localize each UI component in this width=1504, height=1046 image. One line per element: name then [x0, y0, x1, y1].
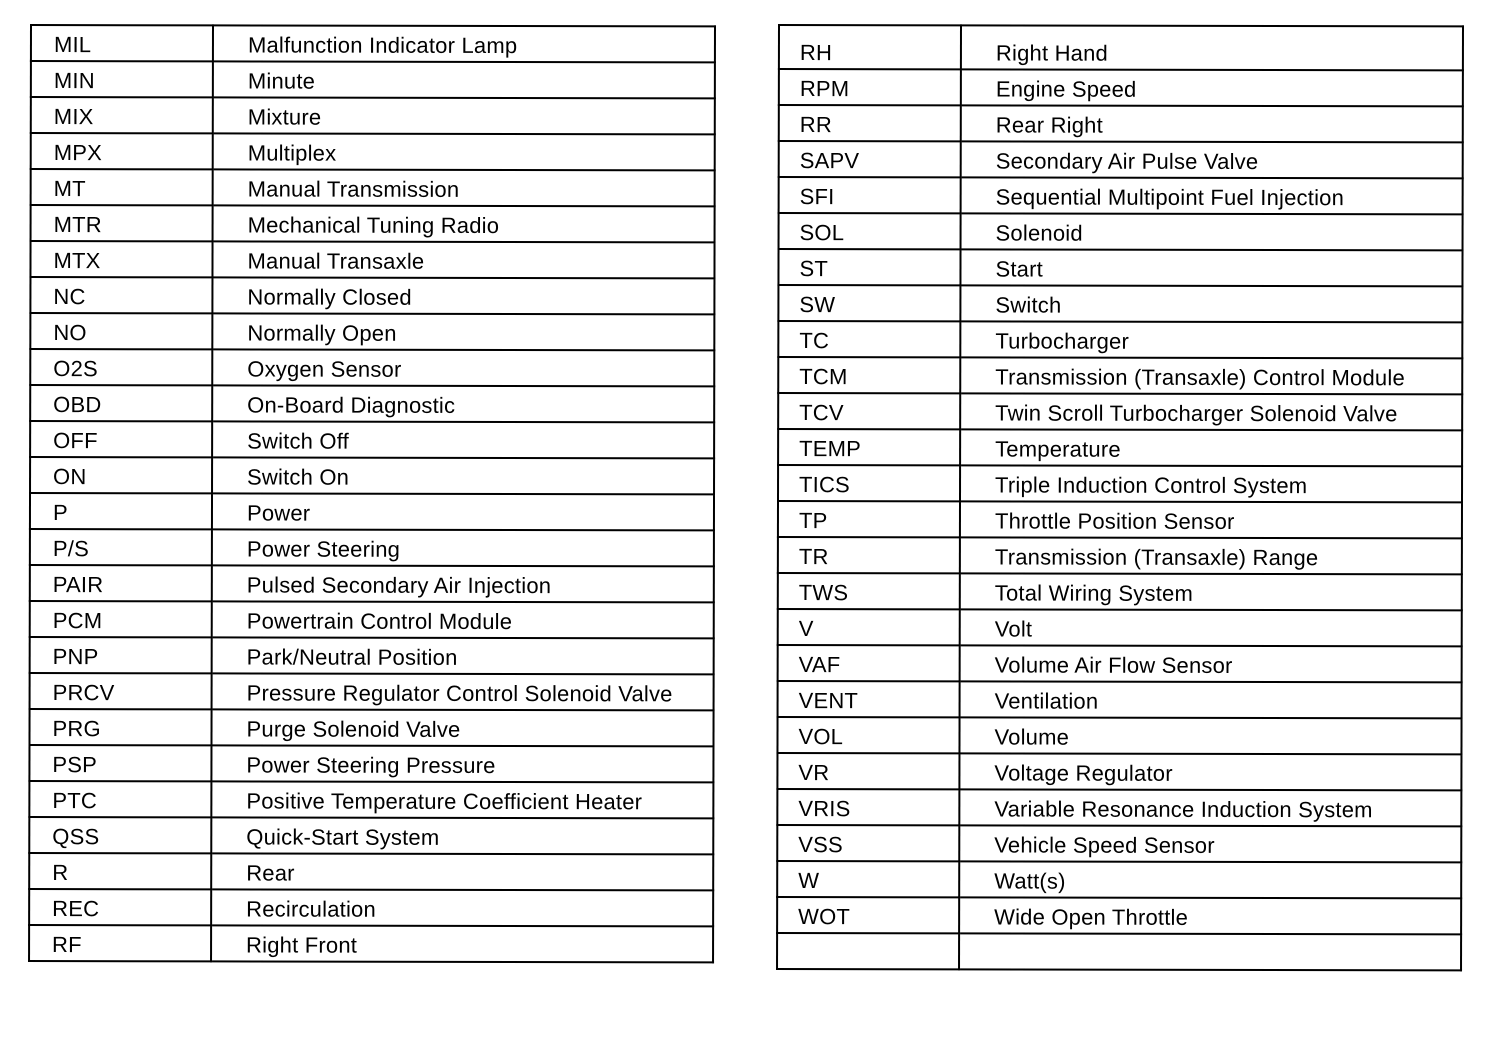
definition-cell [212, 277, 714, 314]
abbreviation-code: MT [53, 176, 86, 202]
definition-cell [959, 933, 1461, 970]
abbreviation-cell [778, 465, 960, 501]
abbreviation-code: PRG [52, 716, 101, 742]
abbreviation-code: WOT [798, 904, 851, 930]
abbreviation-code: TC [799, 328, 830, 354]
abbreviation-code: VSS [798, 832, 843, 858]
abbreviation-cell [30, 493, 212, 529]
table-row [30, 529, 714, 566]
definition-cell [960, 285, 1462, 322]
abbreviation-code: RR [799, 112, 833, 138]
table-row [779, 213, 1463, 250]
abbreviation-definition: Wide Open Throttle [994, 904, 1189, 930]
table-row [30, 349, 714, 386]
definition-cell [212, 565, 714, 602]
abbreviation-table-left-body [29, 25, 715, 962]
table-row [30, 637, 714, 674]
abbreviation-definition: Engine Speed [995, 76, 1137, 102]
table-row [779, 177, 1463, 214]
definition-cell [960, 321, 1462, 358]
abbreviation-code: V [798, 616, 814, 642]
abbreviation-code: QSS [52, 824, 100, 850]
abbreviation-definition: Ventilation [994, 688, 1099, 714]
table-row [777, 897, 1461, 934]
definition-cell [961, 141, 1463, 178]
abbreviation-cell [777, 753, 959, 789]
abbreviation-definition: Rear [246, 860, 295, 886]
abbreviation-cell [31, 25, 213, 61]
abbreviation-definition: Watt(s) [994, 868, 1066, 894]
abbreviation-definition: Transmission (Transaxle) Control Module [995, 364, 1405, 391]
table-row [31, 25, 715, 62]
table-row [31, 205, 715, 242]
abbreviation-definition: Vehicle Speed Sensor [994, 832, 1215, 858]
definition-cell [960, 537, 1462, 574]
definition-cell [960, 249, 1462, 286]
table-row [779, 25, 1463, 70]
abbreviation-definition: Park/Neutral Position [246, 644, 458, 670]
abbreviation-code: PNP [52, 644, 99, 670]
abbreviation-definition: Total Wiring System [994, 580, 1194, 606]
abbreviation-code: VENT [798, 688, 859, 714]
table-row [777, 933, 1461, 970]
abbreviation-code: P/S [52, 536, 89, 562]
abbreviation-code: REC [52, 896, 100, 922]
abbreviation-code: SW [799, 292, 836, 318]
abbreviation-code: VRIS [798, 796, 851, 822]
table-row [778, 681, 1462, 718]
table-row [778, 609, 1462, 646]
abbreviation-definition: Volt [994, 616, 1033, 642]
definition-cell [213, 61, 715, 98]
abbreviation-cell [29, 889, 211, 925]
abbreviation-code: PSP [52, 752, 98, 778]
abbreviation-cell [29, 781, 211, 817]
abbreviation-cell [30, 529, 212, 565]
definition-cell [212, 313, 714, 350]
abbreviation-code: MTX [53, 248, 101, 274]
abbreviation-code: PCM [52, 608, 103, 634]
abbreviation-code: MPX [53, 140, 103, 166]
abbreviation-definition: Sequential Multipoint Fuel Injection [995, 184, 1345, 211]
abbreviation-cell [30, 601, 212, 637]
abbreviation-code: TWS [798, 580, 849, 606]
abbreviation-cell [29, 709, 211, 745]
table-row [30, 241, 714, 278]
abbreviation-definition: On-Board Diagnostic [247, 392, 456, 418]
table-row [778, 537, 1462, 574]
table-row [777, 825, 1461, 862]
abbreviation-cell [29, 745, 211, 781]
abbreviation-table-right [776, 24, 1464, 971]
abbreviation-definition: Normally Closed [247, 284, 412, 310]
abbreviation-code: MIL [53, 32, 92, 58]
abbreviation-cell [31, 97, 213, 133]
abbreviation-cell [31, 205, 213, 241]
definition-cell [960, 501, 1462, 538]
definition-cell [961, 213, 1463, 250]
abbreviation-cell [30, 349, 212, 385]
abbreviation-definition: Pulsed Secondary Air Injection [246, 572, 552, 599]
abbreviation-code: ON [53, 464, 87, 490]
table-row [777, 861, 1461, 898]
abbreviation-code: TR [798, 544, 829, 570]
abbreviation-code: NC [53, 284, 86, 310]
table-row [29, 817, 713, 854]
table-row [29, 925, 713, 962]
table-row [29, 709, 713, 746]
definition-cell [212, 673, 714, 710]
abbreviation-code: VAF [798, 652, 841, 678]
abbreviation-definition: Manual Transaxle [247, 248, 425, 274]
table-row [30, 601, 714, 638]
abbreviation-table-right-body [777, 25, 1463, 970]
abbreviation-code: SAPV [799, 148, 860, 174]
abbreviation-definition: Voltage Regulator [994, 760, 1173, 786]
table-row [30, 673, 714, 710]
definition-cell [211, 925, 713, 962]
table-row [778, 501, 1462, 538]
table-row [29, 745, 713, 782]
abbreviation-code: MIN [53, 68, 95, 94]
table-row [31, 97, 715, 134]
abbreviation-code: OFF [53, 428, 98, 454]
abbreviation-definition: Solenoid [995, 220, 1083, 246]
table-row [30, 277, 714, 314]
definition-cell [212, 349, 714, 386]
abbreviation-cell [30, 385, 212, 421]
abbreviation-code: TP [798, 508, 828, 534]
abbreviation-cell [777, 861, 959, 897]
table-row [778, 465, 1462, 502]
definition-cell [212, 601, 714, 638]
abbreviation-cell [777, 789, 959, 825]
definition-cell [212, 421, 714, 458]
abbreviation-cell [30, 241, 212, 277]
table-row [777, 717, 1461, 754]
definition-cell [211, 853, 713, 890]
abbreviation-cell [777, 717, 959, 753]
abbreviation-code: TICS [799, 472, 850, 498]
definition-cell [211, 745, 713, 782]
table-row [777, 753, 1461, 790]
abbreviation-cell [778, 429, 960, 465]
abbreviation-definition: Triple Induction Control System [995, 472, 1308, 499]
abbreviation-cell [30, 277, 212, 313]
abbreviation-code: P [52, 500, 68, 526]
abbreviation-code: SFI [799, 184, 835, 210]
abbreviation-definition: Start [995, 256, 1043, 282]
abbreviation-code: PTC [52, 788, 98, 814]
abbreviation-code: PRCV [52, 680, 115, 706]
abbreviation-code: W [798, 868, 820, 894]
definition-cell [212, 241, 714, 278]
abbreviation-definition: Recirculation [246, 896, 376, 922]
abbreviation-definition: Throttle Position Sensor [994, 508, 1235, 534]
definition-cell [211, 781, 713, 818]
table-row [30, 457, 714, 494]
abbreviation-cell [778, 537, 960, 573]
abbreviation-definition: Manual Transmission [247, 176, 460, 202]
abbreviation-definition: Secondary Air Pulse Valve [995, 148, 1259, 175]
definition-cell [960, 393, 1462, 430]
table-row [779, 105, 1463, 142]
definition-cell [212, 529, 714, 566]
abbreviation-definition: Volume Air Flow Sensor [994, 652, 1233, 678]
abbreviation-cell [778, 249, 960, 285]
abbreviation-definition: Power Steering [246, 536, 401, 562]
definition-cell [211, 889, 713, 926]
abbreviation-cell [779, 177, 961, 213]
definition-cell [959, 789, 1461, 826]
abbreviation-definition: Malfunction Indicator Lamp [247, 32, 518, 59]
definition-cell [960, 645, 1462, 682]
abbreviation-cell [778, 501, 960, 537]
abbreviation-cell [778, 681, 960, 717]
table-row [778, 357, 1462, 394]
abbreviation-definition: Turbocharger [995, 328, 1130, 354]
table-row [30, 385, 714, 422]
definition-cell [959, 717, 1461, 754]
abbreviation-cell [30, 421, 212, 457]
abbreviation-definition: Oxygen Sensor [247, 356, 402, 382]
abbreviation-code: TEMP [799, 436, 862, 462]
definition-cell [213, 169, 715, 206]
abbreviation-definition: Quick-Start System [246, 824, 440, 850]
table-row [778, 645, 1462, 682]
definition-cell [211, 817, 713, 854]
abbreviation-cell [29, 925, 211, 961]
abbreviation-definition: Positive Temperature Coefficient Heater [246, 788, 643, 815]
table-row [29, 853, 713, 890]
abbreviation-code: R [52, 860, 69, 886]
table-row [778, 393, 1462, 430]
abbreviation-definition: Purge Solenoid Valve [246, 716, 461, 742]
abbreviation-definition: Switch [995, 292, 1062, 318]
definition-cell [212, 493, 714, 530]
abbreviation-definition: Multiplex [247, 140, 337, 166]
abbreviation-definition: Mixture [247, 104, 322, 130]
abbreviation-definition: Transmission (Transaxle) Range [994, 544, 1319, 571]
abbreviation-code: NO [53, 320, 87, 346]
table-row [31, 61, 715, 98]
abbreviation-code: TCV [799, 400, 844, 426]
abbreviation-definition: Twin Scroll Turbocharger Solenoid Valve [995, 400, 1398, 427]
definition-cell [960, 357, 1462, 394]
abbreviation-cell [29, 853, 211, 889]
abbreviation-cell [31, 133, 213, 169]
definition-cell [959, 753, 1461, 790]
abbreviation-definition: Powertrain Control Module [246, 608, 513, 635]
abbreviation-code: VR [798, 760, 830, 786]
abbreviation-cell [31, 169, 213, 205]
abbreviation-cell [30, 673, 212, 709]
definition-cell [213, 205, 715, 242]
abbreviation-cell [30, 313, 212, 349]
definition-cell [959, 897, 1461, 934]
abbreviation-cell [778, 645, 960, 681]
abbreviation-definition: Mechanical Tuning Radio [247, 212, 500, 238]
table-row [30, 421, 714, 458]
definition-cell [959, 825, 1461, 862]
abbreviation-cell [778, 573, 960, 609]
abbreviation-cell [779, 25, 961, 69]
definition-cell [211, 709, 713, 746]
abbreviation-definition: Power Steering Pressure [246, 752, 496, 778]
abbreviation-definition: Right Hand [995, 40, 1109, 66]
abbreviation-cell [777, 897, 959, 933]
abbreviation-cell [777, 933, 959, 969]
abbreviation-code: RF [52, 932, 82, 958]
table-row [30, 493, 714, 530]
definition-cell [960, 681, 1462, 718]
abbreviation-cell [778, 321, 960, 357]
abbreviation-cell [779, 213, 961, 249]
abbreviation-cell [31, 61, 213, 97]
table-row [31, 133, 715, 170]
definition-cell [212, 457, 714, 494]
definition-cell [960, 573, 1462, 610]
definition-cell [960, 429, 1462, 466]
abbreviation-definition: Volume [994, 724, 1070, 750]
abbreviation-cell [29, 817, 211, 853]
abbreviation-definition: Pressure Regulator Control Solenoid Valve [246, 680, 673, 707]
abbreviation-cell [30, 637, 212, 673]
definition-cell [212, 637, 714, 674]
abbreviation-cell [779, 69, 961, 105]
table-row [778, 429, 1462, 466]
definition-cell [960, 465, 1462, 502]
abbreviation-code: O2S [53, 356, 98, 382]
abbreviation-cell [30, 457, 212, 493]
definition-cell [213, 25, 715, 62]
table-row [779, 69, 1463, 106]
table-row [31, 169, 715, 206]
abbreviation-cell [777, 825, 959, 861]
table-row [778, 249, 1462, 286]
abbreviation-table-left [28, 24, 716, 963]
abbreviation-code: RH [799, 40, 833, 66]
abbreviation-cell [779, 141, 961, 177]
definition-cell [961, 177, 1463, 214]
table-row [30, 565, 714, 602]
table-row [29, 889, 713, 926]
abbreviation-definition: Right Front [246, 932, 358, 958]
abbreviation-code: OBD [53, 392, 102, 418]
table-row [778, 285, 1462, 322]
abbreviation-definition: Variable Resonance Induction System [994, 796, 1373, 823]
definition-cell [959, 861, 1461, 898]
abbreviation-code: TCM [799, 364, 848, 390]
definition-cell [961, 69, 1463, 106]
table-row [778, 573, 1462, 610]
table-row [29, 781, 713, 818]
definition-cell [961, 105, 1463, 142]
abbreviation-code: SOL [799, 220, 845, 246]
abbreviation-code: VOL [798, 724, 844, 750]
abbreviation-definition: Temperature [995, 436, 1121, 462]
definition-cell [960, 609, 1462, 646]
abbreviation-definition: Switch Off [247, 428, 350, 454]
definition-cell [213, 133, 715, 170]
abbreviation-code: RPM [799, 76, 850, 102]
table-row [777, 789, 1461, 826]
table-row [779, 141, 1463, 178]
definition-cell [212, 385, 714, 422]
abbreviation-code: ST [799, 256, 829, 282]
definition-cell [961, 25, 1463, 70]
abbreviation-cell [778, 285, 960, 321]
abbreviation-definition: Power [246, 500, 311, 526]
abbreviation-code: MTR [53, 212, 102, 238]
table-row [30, 313, 714, 350]
abbreviation-cell [779, 105, 961, 141]
abbreviation-definition: Rear Right [995, 112, 1103, 138]
abbreviation-definition: Normally Open [247, 320, 397, 346]
abbreviation-cell [30, 565, 212, 601]
abbreviation-definition: Minute [247, 68, 316, 94]
abbreviation-cell [778, 393, 960, 429]
table-row [778, 321, 1462, 358]
abbreviation-code: PAIR [52, 572, 104, 598]
abbreviation-code: MIX [53, 104, 94, 130]
definition-cell [213, 97, 715, 134]
abbreviation-definition: Switch On [247, 464, 350, 490]
abbreviation-cell [778, 357, 960, 393]
abbreviation-cell [778, 609, 960, 645]
